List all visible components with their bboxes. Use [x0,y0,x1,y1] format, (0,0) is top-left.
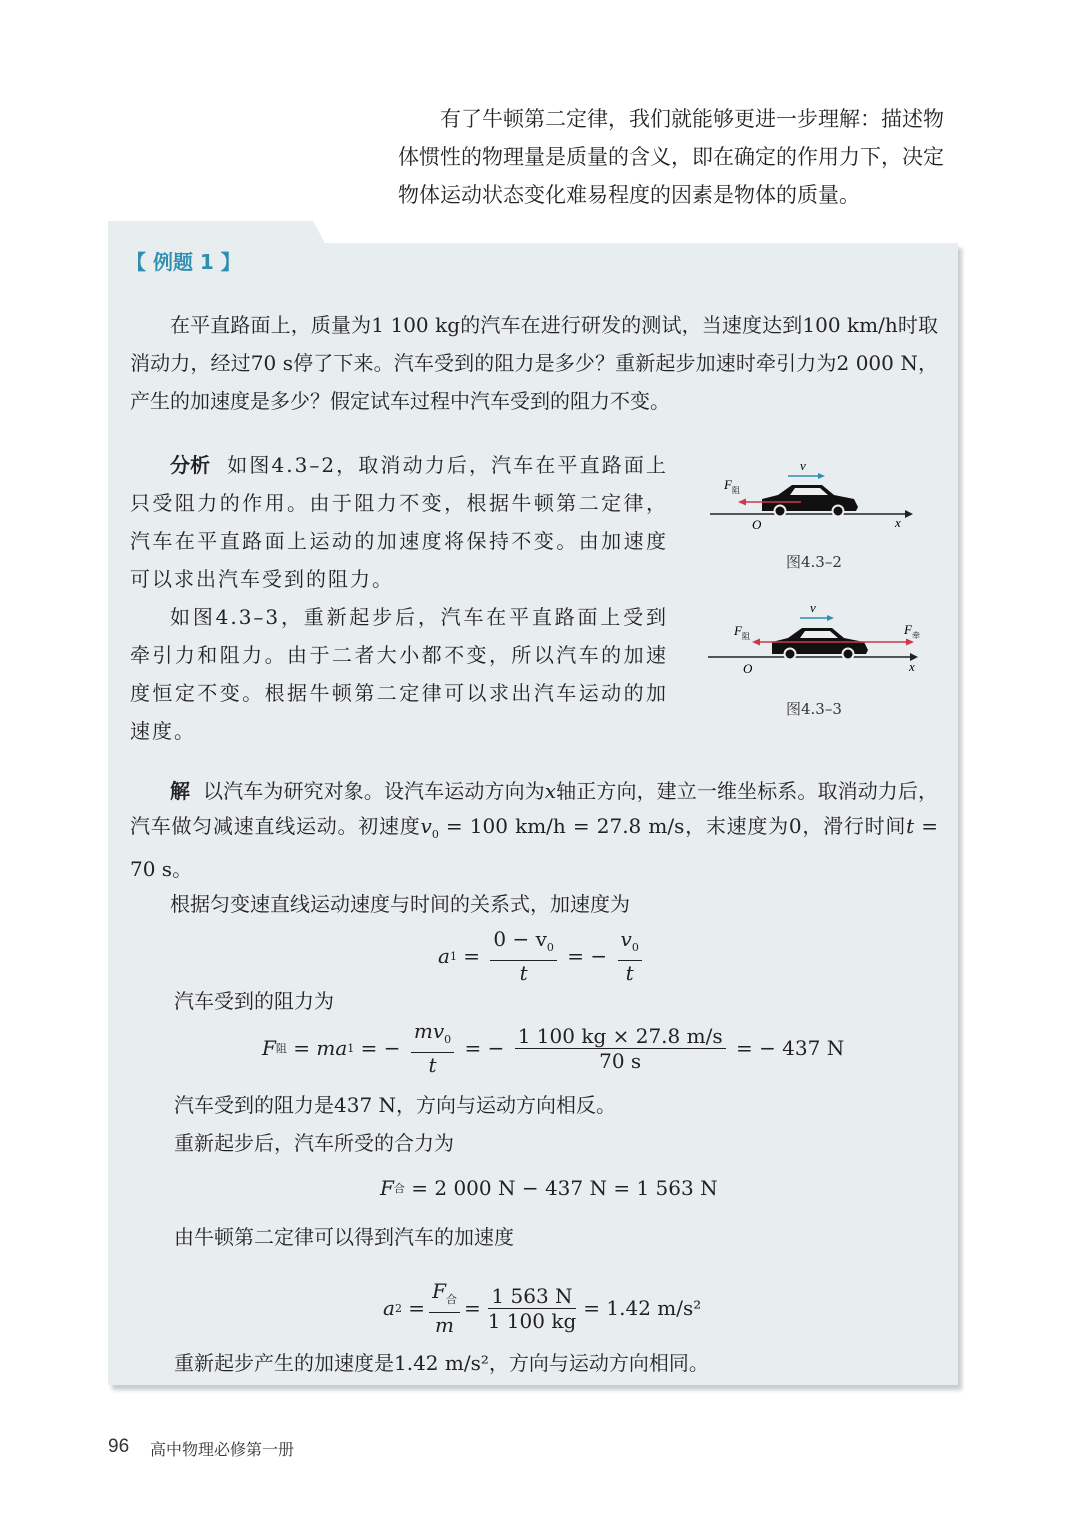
eq4-denominator: 1 100 kg [487,1308,577,1333]
force-subscript: 阻 [732,486,740,495]
page-number: 96 [108,1436,130,1457]
final-result-line: 重新起步产生的加速度是1.42 m/s²，方向与运动方向相同。 [174,1351,709,1375]
analysis-paragraph-1: 如图4.3–2，取消动力后，汽车在平直路面上只受阻力的作用。由于阻力不变，根据牛顿第二定律，汽车在平直路面上运动的加速度将保持不变。由加速度可以求出汽车受到的阻力。 [130,453,669,591]
origin-label: O [752,517,762,532]
analysis-section [130,446,668,750]
velocity-label: v [810,600,816,615]
intro-paragraph [398,100,964,214]
solution-text: 以汽车为研究对象。设汽车运动方向为 [203,779,545,803]
x-axis-label: x [909,659,915,674]
eq2-denominator: 70 s [599,1048,642,1073]
x-axis-label: x [895,515,901,530]
eq4-result: = 1.42 m/s² [583,1296,702,1320]
example-tab [108,221,326,245]
solution-section: 解 以汽车为研究对象。设汽车运动方向为x轴正方向，建立一维坐标系。取消动力后，汽车做匀减速直线运动。初速度$v_0 = 100$ km/h = 27.8 m/s，末速度为0，滑行时间t = 70 s。 根据匀变速直线运动速度与时间的关系式，加速度为 [130,774,938,922]
equation-net-force: F 合 = 2 000 N − 437 N = 1 563 N [380,1176,718,1200]
intro-line: 体惯性的物理量是质量的含义，即在确定的作用力下，决定 [398,145,944,169]
force-subscript: 牵 [912,631,920,640]
problem-text [130,306,938,420]
solution-label: 解 [170,779,191,803]
example-title: 【 例题 1 】 [126,250,241,274]
force-label: F [724,477,732,492]
force-subscript: 阻 [742,632,750,641]
force-label: F [904,622,912,637]
resistance-result-line: 汽车受到的阻力是437 N，方向与运动方向相反。 [174,1093,617,1117]
solution-text: = 70 s。 [130,814,938,881]
eq4-numerator: 1 563 N [488,1284,575,1309]
solution-relation-line: 根据匀变速直线运动速度与时间的关系式，加速度为 [170,892,630,916]
force-subscript: 合 [393,1182,405,1195]
book-title: 高中物理必修第一册 [150,1440,295,1459]
solution-var-x: x [544,779,557,803]
equation-acceleration-1: a 1 = $\frac{0 - v_0}{t}$ = − $\frac{v_0}{t}$ [438,927,646,985]
eq1-denominator: t [519,961,528,985]
equation-resistance: F 阻 = ma 1 = − $\frac{mv_0}{t}$ = − $\frac{1 100 kg \times 27.8 m/s}{70 s}$ = − 437 N [262,1019,845,1077]
figure-caption: 图4.3–2 [786,553,842,571]
newton-intro-line: 由牛顿第二定律可以得到汽车的加速度 [174,1225,514,1249]
figure-4-3-3 [700,597,930,679]
eq2-numerator: 1 100 kg × 27.8 m/s [515,1024,726,1049]
analysis-paragraph-2: 如图4.3–3，重新起步后，汽车在平直路面上受到牵引力和阻力。由于二者大小都不变，所以汽车的加速度恒定不变。根据牛顿第二定律可以求出汽车运动的加速度。 [130,605,668,743]
intro-line: 物体运动状态变化难易程度的因素是物体的质量。 [398,183,860,207]
intro-line: 有了牛顿第二定律，我们就能够更进一步理解：描述物 [440,107,944,131]
solution-text: = 100 km/h = 27.8 m/s，末速度为0，滑行时间 [445,814,907,838]
net-force-intro-line: 重新起步后，汽车所受的合力为 [174,1131,454,1155]
velocity-label: v [800,458,806,473]
figure-4-3-2 [700,455,920,535]
force-subscript: 合 [445,1293,457,1306]
force-subscript: 阻 [275,1042,287,1055]
analysis-label: 分析 [170,453,211,477]
origin-label: O [743,661,753,676]
problem-paragraph: 在平直路面上，质量为1 100 kg的汽车在进行研发的测试，当速度达到100 km/h时取消动力，经过70 s停了下来。汽车受到的阻力是多少？重新起步加速时牵引力为2 000 N，产生的加速度是多少？假定试车过程中汽车受到的阻力不变。 [130,313,938,413]
resistance-intro-line: 汽车受到的阻力为 [174,989,334,1013]
eq1-numerator: 0 − v [493,927,547,951]
eq2-result: = − 437 N [735,1036,845,1060]
equation-acceleration-2: a 2 = $\frac{F_合}{m}$ = $\frac{1 563 N}{1 100 kg}$ = 1.42 m/s² [383,1279,702,1337]
eq3-rhs: = 2 000 N − 437 N = 1 563 N [411,1176,718,1200]
solution-text: 轴正方向，建立一维坐标系。取消动力后，汽车做匀减速直线运动。初速度 [130,779,939,838]
figure-caption: 图4.3–3 [786,700,842,718]
force-label: F [734,623,742,638]
